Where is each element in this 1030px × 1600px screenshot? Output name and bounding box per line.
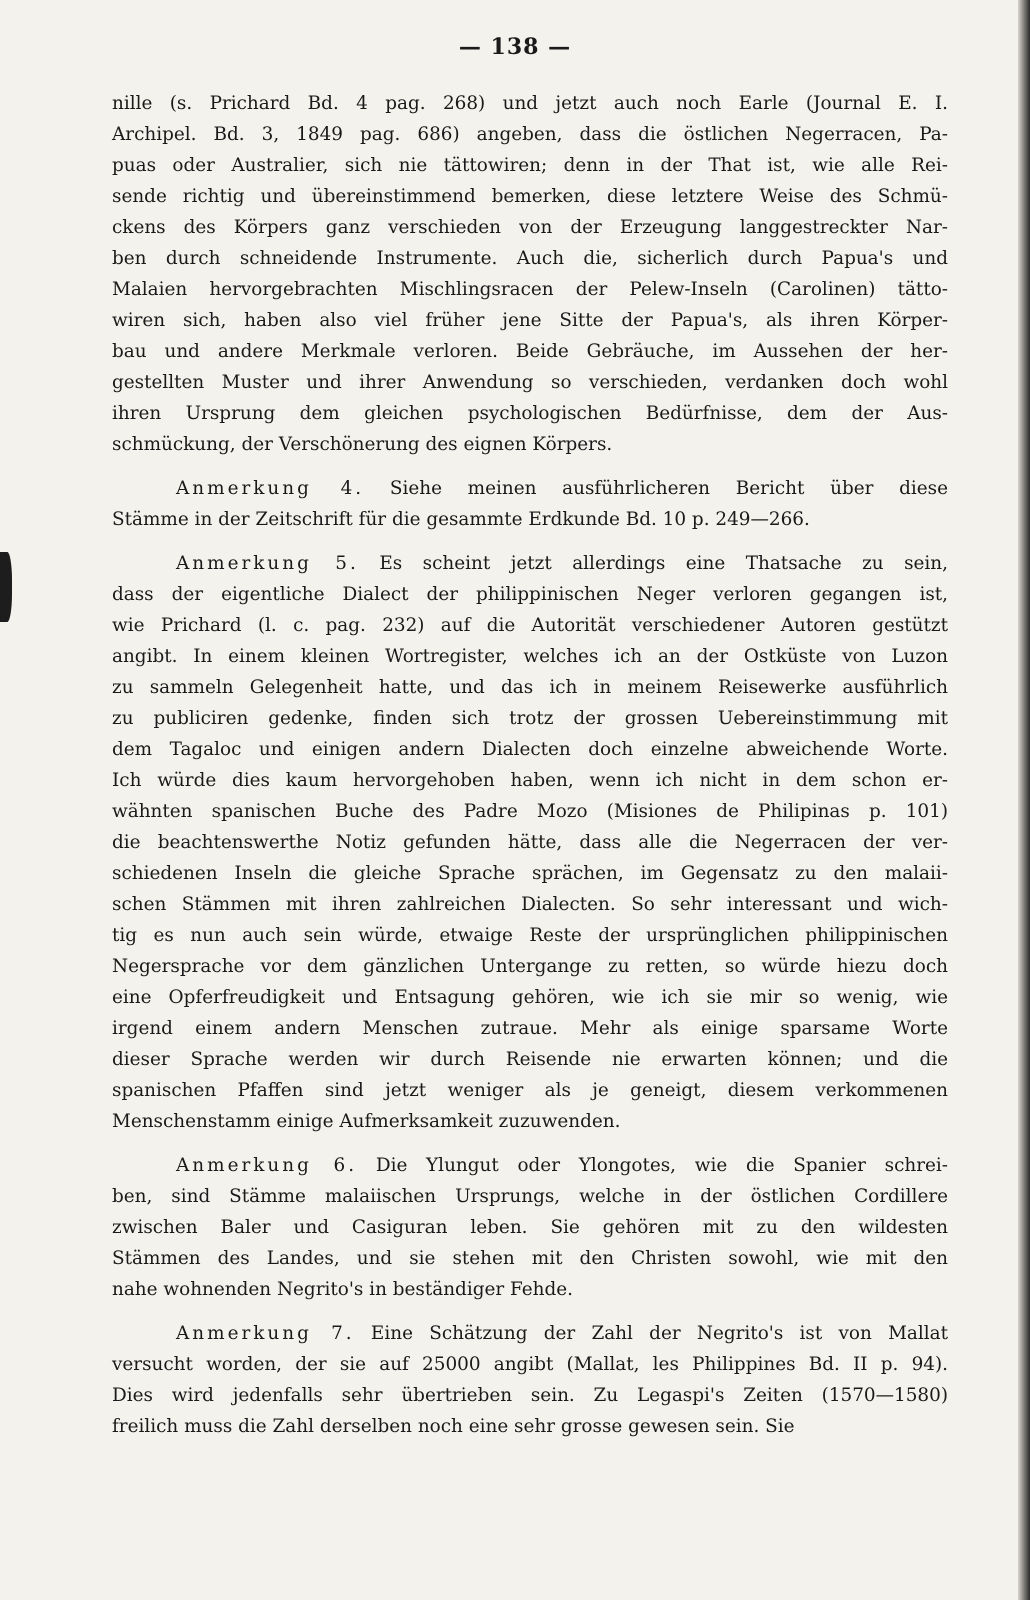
text-line [112, 119, 948, 150]
line-text: tig es nun auch sein würde, etwaige Reste der ursprünglichen philippinischen [112, 925, 948, 946]
line-text: puas oder Australier, sich nie tättowiren; denn in der That ist, wie alle Rei- [112, 155, 948, 176]
line-text: dem Tagaloc und einigen andern Dialecten doch einzelne abweichende Worte. [112, 739, 948, 760]
line-text: zu sammeln Gelegenheit hatte, und das ich in meinem Reisewerke ausführlich [112, 677, 948, 698]
binding-shadow [0, 552, 12, 622]
text-line [112, 1411, 948, 1442]
line-text: spanischen Pfaffen sind jetzt weniger als je geneigt, diesem verkommenen [112, 1080, 948, 1101]
line-text: schiedenen Inseln die gleiche Sprache sprächen, im Gegensatz zu den malaii- [112, 863, 948, 884]
text-line [112, 398, 948, 429]
annotation-paragraph [112, 1318, 948, 1442]
line-text: wie Prichard (l. c. pag. 232) auf die Autorität verschiedener Autoren gestützt [112, 615, 948, 636]
text-line [112, 579, 948, 610]
line-text: eine Opferfreudigkeit und Entsagung gehören, wie ich sie mir so wenig, wie [112, 987, 948, 1008]
line-text: Stämmen des Landes, und sie stehen mit den Christen sowohl, wie mit den [112, 1248, 948, 1269]
page-body [112, 88, 948, 1442]
annotation-paragraph [112, 548, 948, 1137]
text-line [112, 243, 948, 274]
text-line [112, 610, 948, 641]
line-text: ben durch schneidende Instrumente. Auch die, sicherlich durch Papua's und [112, 248, 948, 269]
line-text: Dies wird jedenfalls sehr übertrieben sein. Zu Legaspi's Zeiten (1570—1580) [112, 1385, 948, 1406]
text-line [112, 367, 948, 398]
text-line [112, 473, 948, 504]
text-line [112, 1349, 948, 1380]
text-line [112, 827, 948, 858]
text-line [112, 1380, 948, 1411]
text-line [112, 1013, 948, 1044]
text-line [112, 305, 948, 336]
line-text: irgend einem andern Menschen zutraue. Mehr als einige sparsame Worte [112, 1018, 948, 1039]
text-line [112, 796, 948, 827]
line-text: ckens des Körpers ganz verschieden von der Erzeugung langgestreckter Nar- [112, 217, 948, 238]
text-line [112, 889, 948, 920]
text-line [112, 1274, 948, 1305]
text-line [112, 429, 948, 460]
annotation-label: Anmerkung 7. [176, 1323, 355, 1344]
text-line [112, 1044, 948, 1075]
line-text: Die Ylungut oder Ylongotes, wie die Spanier schrei- [375, 1155, 948, 1176]
text-line [112, 982, 948, 1013]
text-line [112, 88, 948, 119]
line-text: schen Stämmen mit ihren zahlreichen Dialecten. So sehr interessant und wich- [112, 894, 948, 915]
line-text: die beachtenswerthe Notiz gefunden hätte, dass alle die Negerracen der ver- [112, 832, 948, 853]
text-line [112, 548, 948, 579]
line-text: Siehe meinen ausführlicheren Bericht über diese [389, 478, 948, 499]
line-text: Menschenstamm einige Aufmerksamkeit zuzuwenden. [112, 1111, 621, 1132]
page-number: — 138 — [458, 34, 572, 60]
text-line [112, 1106, 948, 1137]
text-line [112, 504, 948, 535]
text-line [112, 672, 948, 703]
line-text: ihren Ursprung dem gleichen psychologischen Bedürfnisse, dem der Aus- [112, 403, 948, 424]
text-line [112, 641, 948, 672]
line-text: angibt. In einem kleinen Wortregister, welches ich an der Ostküste von Luzon [112, 646, 948, 667]
text-line [112, 212, 948, 243]
line-text: Stämme in der Zeitschrift für die gesammte Erdkunde Bd. 10 p. 249—266. [112, 509, 810, 530]
line-text: ben, sind Stämme malaiischen Ursprungs, welche in der östlichen Cordillere [112, 1186, 948, 1207]
text-line [112, 734, 948, 765]
text-line [112, 336, 948, 367]
text-line [112, 765, 948, 796]
text-line [112, 951, 948, 982]
line-text: bau und andere Merkmale verloren. Beide Gebräuche, im Aussehen der her- [112, 341, 948, 362]
line-text: wähnten spanischen Buche des Padre Mozo (Misiones de Philipinas p. 101) [112, 801, 948, 822]
line-text: versucht worden, der sie auf 25000 angibt (Mallat, les Philippines Bd. II p. 94). [112, 1354, 948, 1375]
annotation-label: Anmerkung 4. [176, 478, 365, 499]
text-line [112, 1243, 948, 1274]
line-text: Negersprache vor dem gänzlichen Untergange zu retten, so würde hiezu doch [112, 956, 948, 977]
line-text: zwischen Baler und Casiguran leben. Sie gehören mit zu den wildesten [112, 1217, 948, 1238]
line-text: Es scheint jetzt allerdings eine Thatsache zu sein, [379, 553, 948, 574]
text-line [112, 181, 948, 212]
line-text: Archipel. Bd. 3, 1849 pag. 686) angeben, dass die östlichen Negerracen, Pa- [112, 124, 948, 145]
text-line [112, 1212, 948, 1243]
line-text: sende richtig und übereinstimmend bemerken, diese letztere Weise des Schmü- [112, 186, 948, 207]
line-text: Malaien hervorgebrachten Mischlingsracen der Pelew-Inseln (Carolinen) tätto- [112, 279, 948, 300]
annotation-label: Anmerkung 5. [176, 553, 359, 574]
annotation-paragraph [112, 1150, 948, 1305]
text-line [112, 1075, 948, 1106]
line-text: Eine Schätzung der Zahl der Negrito's ist von Mallat [370, 1323, 948, 1344]
text-line [112, 858, 948, 889]
line-text: schmückung, der Verschönerung des eignen Körpers. [112, 434, 613, 455]
text-line [112, 1150, 948, 1181]
line-text: nahe wohnenden Negrito's in beständiger Fehde. [112, 1279, 573, 1300]
text-line [112, 920, 948, 951]
line-text: gestellten Muster und ihrer Anwendung so verschieden, verdanken doch wohl [112, 372, 948, 393]
text-line [112, 150, 948, 181]
line-text: wiren sich, haben also viel früher jene Sitte der Papua's, als ihren Körper- [112, 310, 948, 331]
line-text: zu publiciren gedenke, finden sich trotz der grossen Uebereinstimmung mit [112, 708, 948, 729]
line-text: freilich muss die Zahl derselben noch eine sehr grosse gewesen sein. Sie [112, 1416, 795, 1437]
text-line [112, 274, 948, 305]
text-line [112, 703, 948, 734]
line-text: dieser Sprache werden wir durch Reisende nie erwarten können; und die [112, 1049, 948, 1070]
line-text: Ich würde dies kaum hervorgehoben haben, wenn ich nicht in dem schon er- [112, 770, 948, 791]
line-text: nille (s. Prichard Bd. 4 pag. 268) und jetzt auch noch Earle (Journal E. I. [112, 93, 948, 114]
annotation-label: Anmerkung 6. [176, 1155, 358, 1176]
line-text: dass der eigentliche Dialect der philippinischen Neger verloren gegangen ist, [112, 584, 948, 605]
text-line [112, 1318, 948, 1349]
text-line [112, 1181, 948, 1212]
annotation-paragraph [112, 473, 948, 535]
paragraph-continued [112, 88, 948, 460]
page-edge-shadow [1018, 0, 1030, 1600]
